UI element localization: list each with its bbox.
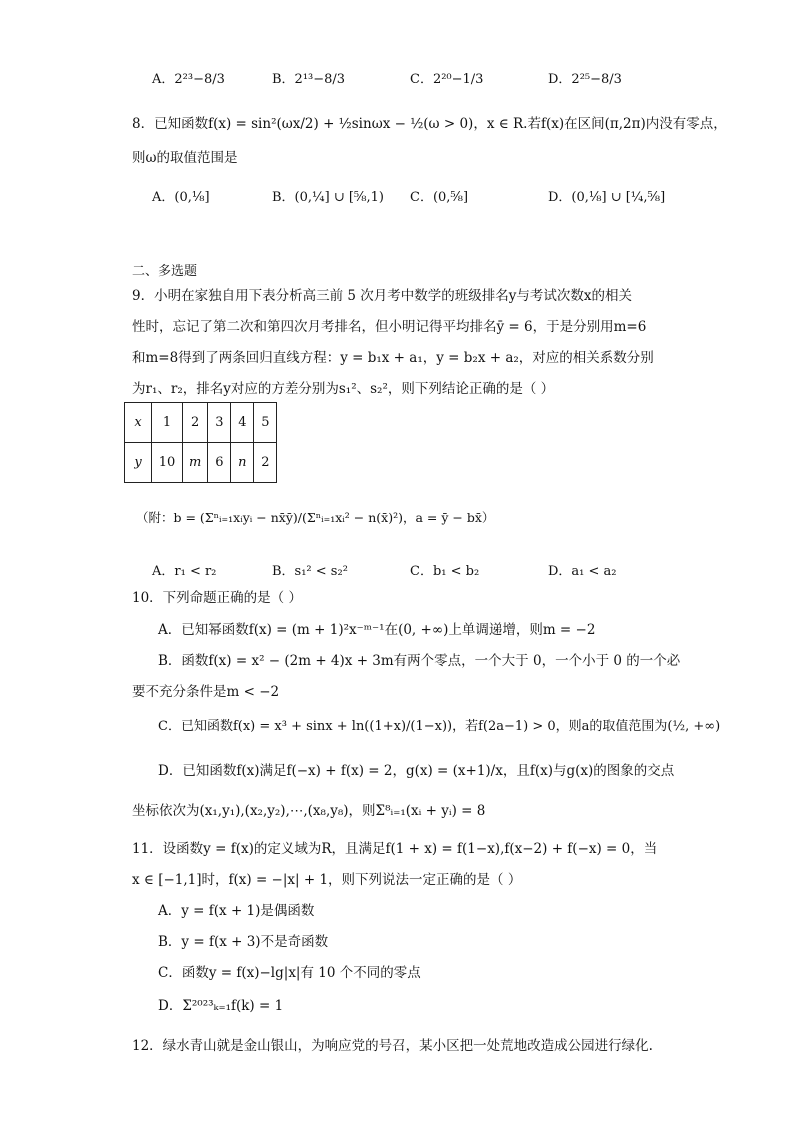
table-cell: 3: [208, 403, 231, 443]
section-title: 二、多选题: [132, 264, 198, 279]
q10-option-a: A．已知幂函数f(x) = (m + 1)²x⁻ᵐ⁻¹在(0, +∞)上单调递增，则m = −2: [158, 622, 596, 638]
q7-option-b: B．2¹³−8/3: [272, 72, 346, 87]
table-cell: n: [231, 443, 254, 483]
table-cell: 6: [208, 443, 231, 483]
q9-option-d: D．a₁ < a₂: [548, 564, 617, 579]
q10-stem: 10．下列命题正确的是（ ）: [132, 590, 302, 606]
q10-option-c: C．已知函数f(x) = x³ + sinx + ln((1+x)/(1−x))，若f(2a−1) > 0，则a的取值范围为(½, +∞): [158, 719, 721, 734]
q11-option-c: C．函数y = f(x)−lg|x|有 10 个不同的零点: [158, 965, 421, 981]
q9-option-c: C．b₁ < b₂: [410, 564, 480, 579]
q10-option-b-line1: B．函数f(x) = x² − (2m + 4)x + 3m有两个零点，一个大于 0，一个小于 0 的一个必: [158, 653, 681, 669]
q8-stem-line1: 8．已知函数f(x) = sin²(ωx/2) + ½sinωx − ½(ω > 0)，x ∈ R.若f(x)在区间(π,2π)内没有零点，: [132, 116, 727, 132]
q11-option-b: B．y = f(x + 3)不是奇函数: [158, 934, 329, 950]
q7-option-c: C．2²⁰−1/3: [410, 72, 484, 87]
q9-stem-line1: 9．小明在家独自用下表分析高三前 5 次月考中数学的班级排名y与考试次数x的相关: [132, 288, 632, 304]
q9-stem-line3: 和m=8得到了两条回归直线方程：y = b₁x + a₁，y = b₂x + a₂，对应的相关系数分别: [132, 350, 654, 366]
q8-stem-line2: 则ω的取值范围是: [132, 150, 238, 166]
table-row: [125, 443, 277, 483]
q12-stem-line1: 12．绿水青山就是金山银山，为响应党的号召，某小区把一处荒地改造成公园进行绿化.: [132, 1038, 653, 1054]
table-cell: 1: [152, 403, 183, 443]
q10-option-d-line2: 坐标依次为(x₁,y₁),(x₂,y₂),⋯,(x₈,y₈)，则Σ⁸ᵢ₌₁(xᵢ + yᵢ) = 8: [132, 803, 486, 819]
q8-option-b: B．(0,¼] ∪ [⅝,1): [272, 190, 385, 205]
table-cell: m: [183, 443, 208, 483]
q10-option-b-line2: 要不充分条件是m < −2: [132, 684, 280, 700]
table-cell: y: [125, 443, 152, 483]
table-row: [125, 403, 277, 443]
q11-stem-line1: 11．设函数y = f(x)的定义域为R，且满足f(1 + x) = f(1−x),f(x−2) + f(−x) = 0，当: [132, 841, 658, 857]
q8-option-a: A．(0,⅛]: [152, 190, 210, 205]
q8-option-c: C．(0,⅝]: [410, 190, 469, 205]
q9-option-b: B．s₁² < s₂²: [272, 564, 348, 579]
q9-stem-line2: 性时，忘记了第二次和第四次月考排名，但小明记得平均排名ȳ = 6，于是分别用m=6: [132, 319, 647, 335]
q7-option-a: A．2²³−8/3: [152, 72, 225, 87]
table-cell: x: [125, 403, 152, 443]
q11-stem-line2: x ∈ [−1,1]时，f(x) = −|x| + 1，则下列说法一定正确的是（ ）: [132, 872, 522, 888]
q9-data-table: [124, 402, 277, 483]
table-cell: 10: [152, 443, 183, 483]
q11-option-d: D．Σ²⁰²³ₖ₌₁f(k) = 1: [158, 998, 284, 1014]
table-cell: 2: [254, 443, 277, 483]
q10-option-d-line1: D．已知函数f(x)满足f(−x) + f(x) = 2，g(x) = (x+1)/x，且f(x)与g(x)的图象的交点: [158, 763, 675, 779]
q9-formula-note: （附：b = (Σⁿᵢ₌₁xᵢyᵢ − nx̄ȳ)/(Σⁿᵢ₌₁xᵢ² − n(x̄)²)，a = ȳ − bx̄）: [136, 510, 495, 525]
table-cell: 2: [183, 403, 208, 443]
q8-option-d: D．(0,⅛] ∪ [¼,⅝]: [548, 190, 666, 205]
q7-option-d: D．2²⁵−8/3: [548, 72, 622, 87]
table-cell: 5: [254, 403, 277, 443]
q11-option-a: A．y = f(x + 1)是偶函数: [158, 903, 315, 919]
q9-stem-line4: 为r₁、r₂，排名y对应的方差分别为s₁²、s₂²，则下列结论正确的是（ ）: [132, 381, 555, 397]
q9-option-a: A．r₁ < r₂: [152, 564, 217, 579]
table-cell: 4: [231, 403, 254, 443]
